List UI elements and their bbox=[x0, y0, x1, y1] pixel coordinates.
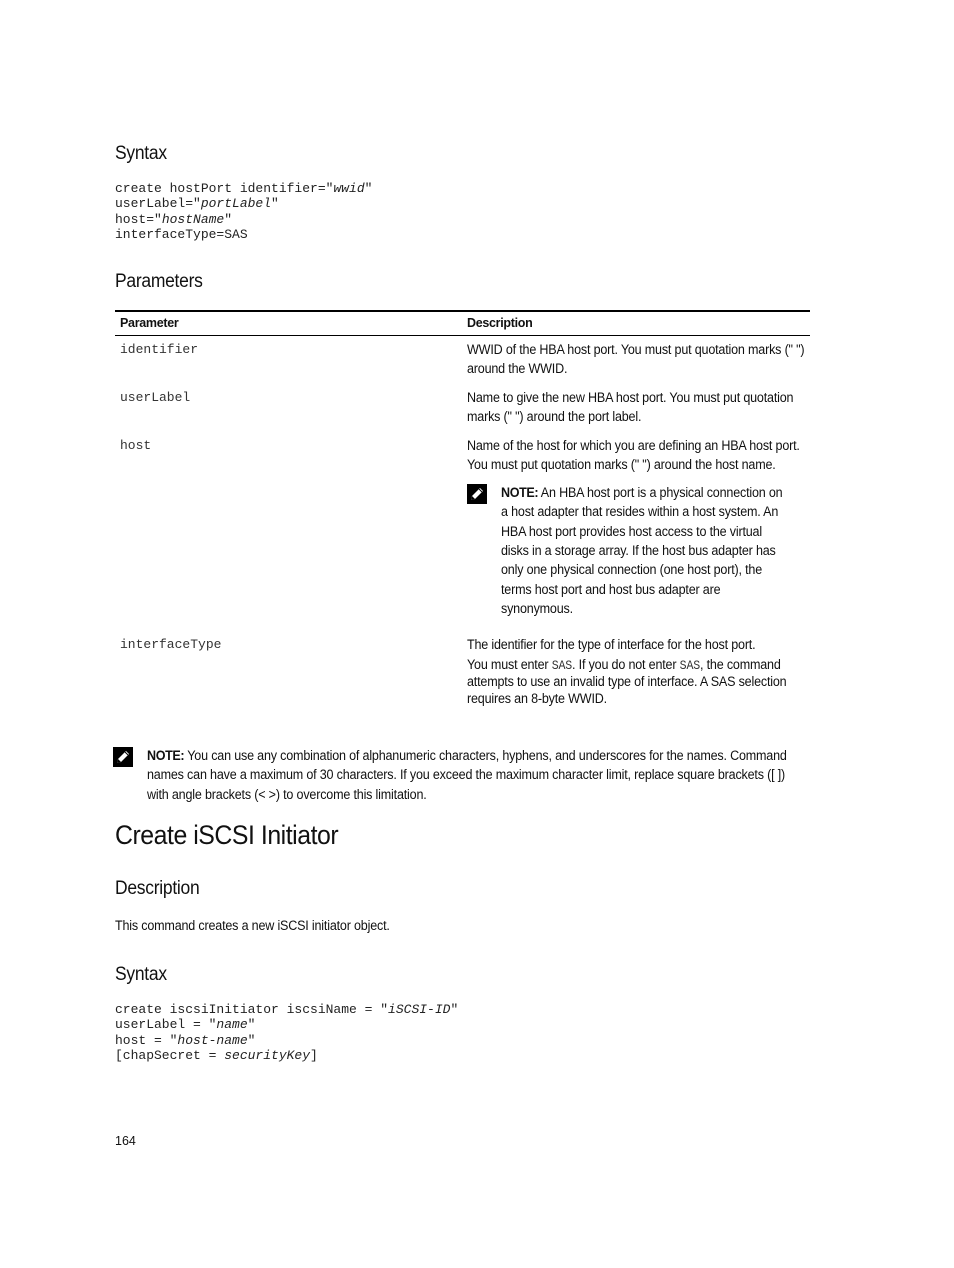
code-line: host = "host-name" bbox=[115, 1032, 256, 1048]
table-row bbox=[115, 336, 810, 385]
note-pencil-icon bbox=[113, 747, 133, 767]
column-header-parameter: Parameter bbox=[115, 311, 462, 336]
code-line: create iscsiInitiator iscsiName = "iSCSI-ID" bbox=[115, 1002, 459, 1017]
table-header-row bbox=[115, 311, 810, 336]
param-name-host: host bbox=[120, 438, 152, 453]
param-desc-interfacetype: The identifier for the type of interface for the host port. bbox=[467, 636, 756, 652]
syntax-heading: Syntax bbox=[115, 143, 167, 164]
syntax-heading: Syntax bbox=[115, 964, 167, 985]
parameters-heading: Parameters bbox=[115, 271, 203, 292]
param-name-identifier: identifier bbox=[120, 342, 199, 357]
code-line: host="hostName" bbox=[115, 211, 233, 227]
param-desc-userlabel: Name to give the new HBA host port. You must put quotation marks (" ") around the port label. bbox=[467, 390, 794, 425]
table-row bbox=[115, 432, 810, 631]
syntax-code-block bbox=[115, 181, 372, 243]
param-name-interfacetype: interfaceType bbox=[120, 636, 222, 652]
syntax-code-block bbox=[115, 1002, 458, 1064]
code-line: interfaceType=SAS bbox=[115, 227, 248, 243]
host-note-text: NOTE: An HBA host port is a physical connection on a host adapter that resides within a host system. An HBA host port provides host access to the virtual disks in a storage array. If the host bus adapter has only one physical connection (one host port), the terms host port and host bus adapter are synonymous. bbox=[501, 484, 783, 617]
general-note-text: NOTE: You can use any combination of alphanumeric characters, hyphens, and underscores for the names. Command names can have a maximum of 30 characters. If you exceed the maximum character limit, replace square brackets ([ ]) with angle brackets (< >) to overcome this limitation. bbox=[147, 748, 787, 802]
code-line: [chapSecret = securityKey] bbox=[115, 1048, 318, 1064]
parameters-table bbox=[115, 310, 810, 707]
code-line: create hostPort identifier="wwid" bbox=[115, 181, 373, 196]
table-row bbox=[115, 631, 810, 708]
page-section-title: Create iSCSI Initiator bbox=[115, 820, 339, 850]
table-row bbox=[115, 384, 810, 432]
code-line: userLabel = "name" bbox=[115, 1017, 256, 1033]
param-desc-identifier: WWID of the HBA host port. You must put quotation marks (" ") around the WWID. bbox=[467, 342, 805, 377]
description-text: This command creates a new iSCSI initiator object. bbox=[115, 918, 390, 933]
interfacetype-extra-text: You must enter SAS. If you do not enter SAS, the command attempts to use an invalid type of interface. A SAS selection requires an 8-byte WWID. bbox=[467, 657, 787, 706]
description-heading: Description bbox=[115, 878, 200, 899]
code-line: userLabel="portLabel" bbox=[115, 196, 279, 212]
column-header-description: Description bbox=[462, 311, 810, 336]
note-pencil-icon bbox=[467, 484, 487, 504]
general-note bbox=[113, 746, 852, 804]
param-name-userlabel: userLabel bbox=[120, 390, 191, 405]
host-note bbox=[467, 483, 805, 619]
param-desc-host: Name of the host for which you are defining an HBA host port. You must put quotation marks (" ") around the host name. bbox=[467, 438, 800, 473]
page-number: 164 bbox=[115, 1134, 136, 1148]
